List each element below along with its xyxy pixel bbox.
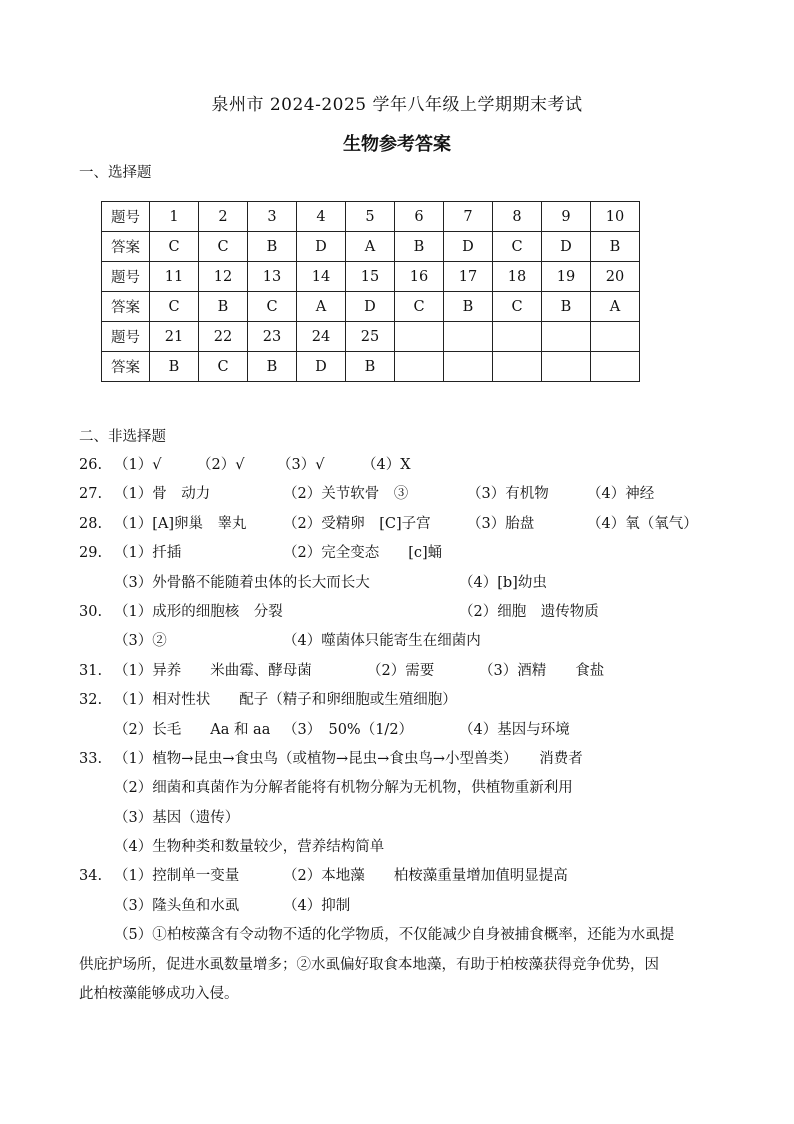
answer-line-34-e3 <box>79 980 729 1009</box>
answer-part: （2）√ <box>197 457 245 473</box>
answer-table-cell: B <box>591 232 640 262</box>
answer-part: （1）成形的细胞核 分裂 <box>114 603 283 620</box>
answer-part: （1）骨 动力 <box>114 486 211 503</box>
answer-table-cell: C <box>199 352 248 382</box>
answer-table-cell: 9 <box>542 202 591 232</box>
answer-table-cell: C <box>150 292 199 322</box>
answer-table-cell: C <box>493 232 542 262</box>
answer-table-row-label: 答案 <box>102 352 150 382</box>
answer-table-cell: 3 <box>248 202 297 232</box>
answer-table-cell: C <box>199 232 248 262</box>
answer-part: （4）X <box>362 457 411 473</box>
answer-table-cell: 23 <box>248 322 297 352</box>
answer-table-cell <box>395 322 444 352</box>
question-number: 26. <box>79 457 103 473</box>
answer-table-cell: B <box>346 352 395 382</box>
answer-part: （3） 50%（1/2） <box>283 721 414 738</box>
question-number: 30. <box>79 603 103 620</box>
answer-table-cell <box>591 322 640 352</box>
answer-table-row-label: 题号 <box>102 202 150 232</box>
answer-table-cell: C <box>248 292 297 322</box>
answer-part: （1）控制单一变量 <box>114 868 240 885</box>
answer-part: 此柏桉藻能够成功入侵。 <box>79 986 239 1003</box>
answer-part: （4）氧（氧气） <box>587 515 698 532</box>
answer-table-cell: B <box>248 352 297 382</box>
section-free-response-heading: 二、非选择题 <box>79 429 166 445</box>
answer-table-row-label: 题号 <box>102 322 150 352</box>
question-number: 29. <box>79 545 103 562</box>
answer-table-cell: B <box>542 292 591 322</box>
answer-table-cell: 14 <box>297 262 346 292</box>
answer-table-cell <box>444 322 493 352</box>
answer-part: （1）植物→昆虫→食虫鸟（或植物→昆虫→食虫鸟→小型兽类） 消费者 <box>114 750 583 767</box>
answer-table-cell: B <box>150 352 199 382</box>
answer-part: （3）胎盘 <box>467 515 535 532</box>
answer-part: （1）√ <box>114 457 162 473</box>
answer-line-26 <box>79 451 729 480</box>
answer-line-34-e2 <box>79 951 729 980</box>
question-number: 32. <box>79 692 103 709</box>
answer-part: （3）隆头鱼和水虱 <box>114 897 240 914</box>
answer-table-cell: 25 <box>346 322 395 352</box>
answer-table-cell <box>591 352 640 382</box>
answer-table-cell: D <box>444 232 493 262</box>
answer-table-row-label: 题号 <box>102 262 150 292</box>
answer-table-row <box>102 352 640 382</box>
answer-table-cell: A <box>591 292 640 322</box>
answer-part: （4）基因与环境 <box>459 721 570 738</box>
answer-part: （2）长毛 Aa 和 aa <box>114 721 271 738</box>
answer-table-cell: A <box>346 232 395 262</box>
question-number: 28. <box>79 515 103 532</box>
answer-line-29 <box>79 539 729 568</box>
answer-line-32-cont <box>79 716 729 745</box>
answer-table-cell: 24 <box>297 322 346 352</box>
answer-part: （4）[b]幼虫 <box>459 574 547 591</box>
answer-table-cell: 2 <box>199 202 248 232</box>
answer-line-27 <box>79 480 729 509</box>
answer-table-cell: D <box>542 232 591 262</box>
answer-table-row <box>102 232 640 262</box>
answer-table-cell: 19 <box>542 262 591 292</box>
answer-part: （2）细胞 遗传物质 <box>459 603 599 620</box>
answer-part: （4）噬菌体只能寄生在细菌内 <box>283 633 481 650</box>
answer-line-30 <box>79 598 729 627</box>
answer-table-cell: 22 <box>199 322 248 352</box>
answer-table-row <box>102 262 640 292</box>
exam-title: 泉州市 2024-2025 学年八年级上学期期末考试 <box>211 95 583 115</box>
answer-part: （3）② <box>114 633 167 650</box>
answer-part: （3）基因（遗传） <box>114 809 240 826</box>
answer-table-cell: 6 <box>395 202 444 232</box>
answer-table-row <box>102 202 640 232</box>
answer-line-33-d <box>79 833 729 862</box>
answer-table-cell: 18 <box>493 262 542 292</box>
answer-table-cell: B <box>199 292 248 322</box>
answer-table-cell <box>542 352 591 382</box>
answer-table-cell: 16 <box>395 262 444 292</box>
answer-table-cell <box>542 322 591 352</box>
answer-part: （2）完全变态 [c]蛹 <box>283 545 443 562</box>
answer-table-cell: D <box>297 232 346 262</box>
answer-line-28 <box>79 510 729 539</box>
answer-line-34-e1 <box>79 921 729 950</box>
answer-table-cell: C <box>493 292 542 322</box>
question-number: 34. <box>79 868 103 885</box>
answer-table-cell: B <box>395 232 444 262</box>
answer-part: （2）受精卵 [C]子宫 <box>283 515 431 532</box>
free-response-answers <box>79 451 729 1009</box>
answer-line-30-cont <box>79 627 729 656</box>
answer-part: 供庇护场所，促进水虱数量增多；②水虱偏好取食本地藻，有助于柏桉藻获得竞争优势，因 <box>79 956 659 973</box>
answer-table-cell: 21 <box>150 322 199 352</box>
answer-part: （3）有机物 <box>467 486 549 503</box>
answer-line-34 <box>79 862 729 891</box>
answer-table-cell: 15 <box>346 262 395 292</box>
answer-part: （4）神经 <box>587 486 655 503</box>
answer-table-cell: 11 <box>150 262 199 292</box>
answer-table-cell: 12 <box>199 262 248 292</box>
answer-part: （1）相对性状 配子（精子和卵细胞或生殖细胞） <box>114 692 457 709</box>
answer-table-cell <box>444 352 493 382</box>
answer-table-cell <box>493 322 542 352</box>
answer-part: （2）关节软骨 ③ <box>283 486 409 503</box>
answer-part: （2）细菌和真菌作为分解者能将有机物分解为无机物，供植物重新利用 <box>114 780 573 797</box>
answer-table-cell: B <box>444 292 493 322</box>
answer-part: （1）[A]卵巢 睾丸 <box>114 515 247 532</box>
section-multiple-choice-heading: 一、选择题 <box>79 165 152 181</box>
answer-key-title: 生物参考答案 <box>343 134 451 155</box>
answer-line-31 <box>79 657 729 686</box>
question-number: 27. <box>79 486 103 503</box>
answer-table-cell: 20 <box>591 262 640 292</box>
answer-part: （2）需要 <box>367 662 435 679</box>
answer-part: （3）酒精 食盐 <box>479 662 605 679</box>
answer-table-row-label: 答案 <box>102 292 150 322</box>
answer-part: （4）抑制 <box>283 897 351 914</box>
answer-part: （1）扦插 <box>114 545 182 562</box>
answer-line-34-cont <box>79 892 729 921</box>
answer-part: （2）本地藻 柏桉藻重量增加值明显提高 <box>283 868 568 885</box>
answer-table-cell: D <box>297 352 346 382</box>
answer-part: （5）①柏桉藻含有令动物不适的化学物质，不仅能减少自身被捕食概率，还能为水虱提 <box>114 927 675 944</box>
answer-table-cell: C <box>395 292 444 322</box>
answer-table-cell: C <box>150 232 199 262</box>
answer-table-cell: 5 <box>346 202 395 232</box>
answer-table-cell <box>395 352 444 382</box>
answer-table-cell: D <box>346 292 395 322</box>
answer-table <box>101 201 640 382</box>
answer-table-cell: 10 <box>591 202 640 232</box>
answer-table-row-label: 答案 <box>102 232 150 262</box>
answer-table-cell: 7 <box>444 202 493 232</box>
answer-table-cell: 4 <box>297 202 346 232</box>
answer-line-33-b <box>79 774 729 803</box>
answer-table-row <box>102 322 640 352</box>
answer-table-cell: A <box>297 292 346 322</box>
answer-table-cell: 8 <box>493 202 542 232</box>
answer-table-cell: 13 <box>248 262 297 292</box>
answer-part: （3）√ <box>277 457 325 473</box>
answer-table-cell <box>493 352 542 382</box>
answer-table-cell: 17 <box>444 262 493 292</box>
question-number: 33. <box>79 750 103 767</box>
answer-line-29-cont <box>79 569 729 598</box>
answer-table-cell: 1 <box>150 202 199 232</box>
answer-part: （3）外骨骼不能随着虫体的长大而长大 <box>114 574 370 591</box>
answer-line-32 <box>79 686 729 715</box>
answer-part: （4）生物种类和数量较少，营养结构简单 <box>114 839 385 856</box>
question-number: 31. <box>79 662 103 679</box>
answer-line-33-c <box>79 804 729 833</box>
answer-part: （1）异养 米曲霉、酵母菌 <box>114 662 312 679</box>
answer-table-cell: B <box>248 232 297 262</box>
answer-table-row <box>102 292 640 322</box>
answer-line-33 <box>79 745 729 774</box>
